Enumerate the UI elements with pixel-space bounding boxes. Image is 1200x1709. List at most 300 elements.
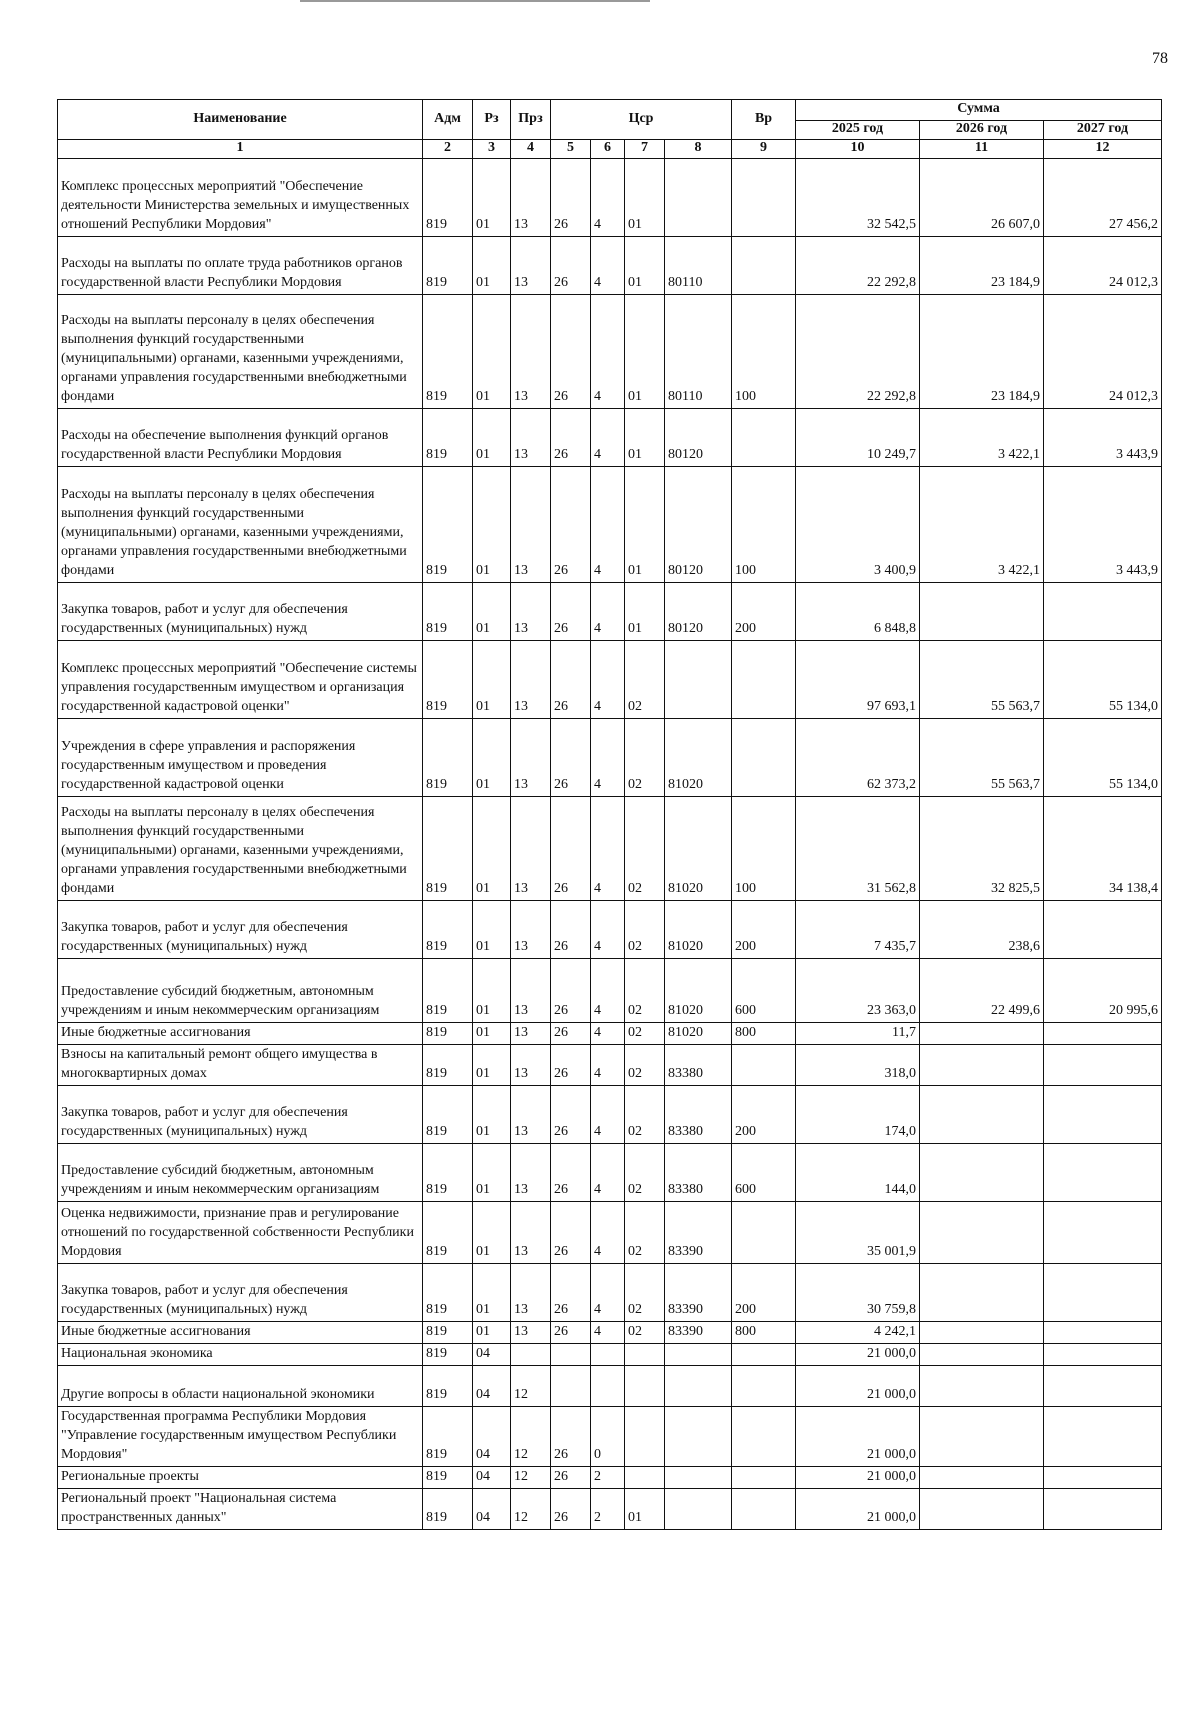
cell-sum-2027: 55 134,0 bbox=[1044, 719, 1162, 797]
cell-csr-6: 4 bbox=[591, 1144, 625, 1202]
cell-adm: 819 bbox=[423, 1086, 473, 1144]
cell-sum-2026: 55 563,7 bbox=[920, 719, 1044, 797]
cell-csr-7: 01 bbox=[625, 1489, 665, 1530]
cell-sum-2027 bbox=[1044, 1322, 1162, 1344]
cell-csr-5: 26 bbox=[551, 1467, 591, 1489]
cell-prz: 12 bbox=[511, 1489, 551, 1530]
row-name: Национальная экономика bbox=[58, 1344, 423, 1366]
cell-sum-2025: 35 001,9 bbox=[796, 1202, 920, 1264]
col-header-vr: Вр bbox=[732, 100, 796, 140]
cell-prz: 13 bbox=[511, 1023, 551, 1045]
cell-rz: 01 bbox=[473, 719, 511, 797]
cell-prz: 13 bbox=[511, 295, 551, 409]
cell-csr-6: 4 bbox=[591, 959, 625, 1023]
budget-table bbox=[57, 99, 1162, 1530]
table-row bbox=[58, 901, 1162, 959]
cell-vr bbox=[732, 1366, 796, 1407]
cell-csr-8: 81020 bbox=[665, 719, 732, 797]
cell-prz bbox=[511, 1344, 551, 1366]
row-name: Расходы на обеспечение выполнения функций органов государственной власти Республики Мордовия bbox=[58, 409, 423, 467]
cell-sum-2025: 97 693,1 bbox=[796, 641, 920, 719]
cell-csr-8: 81020 bbox=[665, 797, 732, 901]
cell-csr-7: 02 bbox=[625, 1202, 665, 1264]
cell-csr-7: 02 bbox=[625, 1045, 665, 1086]
row-name: Закупка товаров, работ и услуг для обеспечения государственных (муниципальных) нужд bbox=[58, 901, 423, 959]
cell-vr bbox=[732, 1407, 796, 1467]
cell-vr bbox=[732, 1344, 796, 1366]
cell-sum-2025: 22 292,8 bbox=[796, 237, 920, 295]
cell-csr-8: 83390 bbox=[665, 1202, 732, 1264]
cell-csr-8: 80120 bbox=[665, 583, 732, 641]
row-name: Расходы на выплаты персоналу в целях обеспечения выполнения функций государственными (муниципальными) органами, казенными учреждениями, органами управления государственными внебюджетными фондами bbox=[58, 467, 423, 583]
cell-sum-2025: 10 249,7 bbox=[796, 409, 920, 467]
row-name: Закупка товаров, работ и услуг для обеспечения государственных (муниципальных) нужд bbox=[58, 1086, 423, 1144]
cell-vr: 200 bbox=[732, 901, 796, 959]
row-name: Комплекс процессных мероприятий "Обеспечение системы управления государственным имуществом и организация государственной кадастровой оценки" bbox=[58, 641, 423, 719]
cell-sum-2027 bbox=[1044, 1045, 1162, 1086]
cell-vr: 600 bbox=[732, 959, 796, 1023]
cell-sum-2026: 55 563,7 bbox=[920, 641, 1044, 719]
cell-sum-2025: 23 363,0 bbox=[796, 959, 920, 1023]
cell-csr-8: 83380 bbox=[665, 1045, 732, 1086]
cell-sum-2026 bbox=[920, 1023, 1044, 1045]
table-row bbox=[58, 1045, 1162, 1086]
table-row bbox=[58, 1366, 1162, 1407]
cell-csr-5: 26 bbox=[551, 1202, 591, 1264]
cell-adm: 819 bbox=[423, 1202, 473, 1264]
cell-csr-7 bbox=[625, 1467, 665, 1489]
cell-prz: 13 bbox=[511, 1086, 551, 1144]
cell-rz: 04 bbox=[473, 1467, 511, 1489]
table-row bbox=[58, 797, 1162, 901]
cell-vr bbox=[732, 237, 796, 295]
cell-adm: 819 bbox=[423, 295, 473, 409]
cell-rz: 01 bbox=[473, 159, 511, 237]
row-name: Расходы на выплаты персоналу в целях обеспечения выполнения функций государственными (муниципальными) органами, казенными учреждениями, органами управления государственными внебюджетными фондами bbox=[58, 797, 423, 901]
cell-csr-5: 26 bbox=[551, 295, 591, 409]
cell-sum-2026: 23 184,9 bbox=[920, 295, 1044, 409]
cell-rz: 01 bbox=[473, 959, 511, 1023]
cell-prz: 13 bbox=[511, 901, 551, 959]
table-row bbox=[58, 237, 1162, 295]
cell-rz: 01 bbox=[473, 1045, 511, 1086]
cell-sum-2025: 21 000,0 bbox=[796, 1407, 920, 1467]
cell-sum-2025: 21 000,0 bbox=[796, 1467, 920, 1489]
cell-vr: 800 bbox=[732, 1322, 796, 1344]
cell-sum-2026: 3 422,1 bbox=[920, 467, 1044, 583]
cell-rz: 04 bbox=[473, 1407, 511, 1467]
cell-prz: 12 bbox=[511, 1467, 551, 1489]
cell-csr-5: 26 bbox=[551, 237, 591, 295]
cell-csr-6: 4 bbox=[591, 409, 625, 467]
cell-adm: 819 bbox=[423, 641, 473, 719]
cell-vr: 100 bbox=[732, 295, 796, 409]
cell-csr-5: 26 bbox=[551, 641, 591, 719]
cell-csr-8: 80120 bbox=[665, 409, 732, 467]
cell-vr: 600 bbox=[732, 1144, 796, 1202]
row-name: Взносы на капитальный ремонт общего имущества в многоквартирных домах bbox=[58, 1045, 423, 1086]
cell-vr bbox=[732, 1467, 796, 1489]
cell-rz: 01 bbox=[473, 295, 511, 409]
cell-csr-5: 26 bbox=[551, 901, 591, 959]
cell-csr-5: 26 bbox=[551, 409, 591, 467]
cell-csr-8 bbox=[665, 159, 732, 237]
cell-prz: 13 bbox=[511, 467, 551, 583]
cell-adm: 819 bbox=[423, 959, 473, 1023]
cell-sum-2027 bbox=[1044, 1086, 1162, 1144]
cell-csr-6: 4 bbox=[591, 719, 625, 797]
cell-sum-2027: 20 995,6 bbox=[1044, 959, 1162, 1023]
cell-sum-2026 bbox=[920, 1366, 1044, 1407]
cell-sum-2026: 23 184,9 bbox=[920, 237, 1044, 295]
table-row bbox=[58, 1144, 1162, 1202]
cell-prz: 13 bbox=[511, 797, 551, 901]
cell-adm: 819 bbox=[423, 901, 473, 959]
header-row-1 bbox=[58, 100, 1162, 121]
cell-csr-5: 26 bbox=[551, 1045, 591, 1086]
cell-sum-2025: 11,7 bbox=[796, 1023, 920, 1045]
cell-adm: 819 bbox=[423, 409, 473, 467]
cell-vr bbox=[732, 1202, 796, 1264]
cell-vr bbox=[732, 641, 796, 719]
cell-prz: 13 bbox=[511, 1264, 551, 1322]
cell-adm: 819 bbox=[423, 1467, 473, 1489]
cell-csr-8 bbox=[665, 1366, 732, 1407]
cell-adm: 819 bbox=[423, 1489, 473, 1530]
cell-csr-8 bbox=[665, 1407, 732, 1467]
cell-csr-6: 4 bbox=[591, 1202, 625, 1264]
cell-csr-6 bbox=[591, 1344, 625, 1366]
cell-csr-5 bbox=[551, 1344, 591, 1366]
cell-sum-2025: 144,0 bbox=[796, 1144, 920, 1202]
col-header-year-1: 2025 год bbox=[796, 121, 920, 140]
cell-csr-7: 02 bbox=[625, 1086, 665, 1144]
cell-sum-2026 bbox=[920, 1344, 1044, 1366]
cell-sum-2025: 21 000,0 bbox=[796, 1366, 920, 1407]
cell-csr-6: 4 bbox=[591, 467, 625, 583]
cell-vr bbox=[732, 1045, 796, 1086]
cell-rz: 01 bbox=[473, 901, 511, 959]
cell-adm: 819 bbox=[423, 159, 473, 237]
cell-sum-2027: 3 443,9 bbox=[1044, 467, 1162, 583]
row-name: Предоставление субсидий бюджетным, автономным учреждениям и иным некоммерческим организациям bbox=[58, 959, 423, 1023]
cell-csr-7: 01 bbox=[625, 409, 665, 467]
cell-csr-7: 01 bbox=[625, 583, 665, 641]
cell-rz: 01 bbox=[473, 237, 511, 295]
cell-adm: 819 bbox=[423, 1144, 473, 1202]
cell-sum-2026: 238,6 bbox=[920, 901, 1044, 959]
cell-sum-2027 bbox=[1044, 1202, 1162, 1264]
cell-adm: 819 bbox=[423, 719, 473, 797]
cell-sum-2027: 24 012,3 bbox=[1044, 237, 1162, 295]
cell-sum-2025: 6 848,8 bbox=[796, 583, 920, 641]
cell-csr-6: 4 bbox=[591, 159, 625, 237]
cell-csr-7: 01 bbox=[625, 295, 665, 409]
cell-csr-7: 02 bbox=[625, 1023, 665, 1045]
cell-rz: 04 bbox=[473, 1489, 511, 1530]
cell-csr-5: 26 bbox=[551, 959, 591, 1023]
cell-vr bbox=[732, 159, 796, 237]
col-number: 6 bbox=[591, 140, 625, 159]
cell-adm: 819 bbox=[423, 1045, 473, 1086]
cell-vr bbox=[732, 1489, 796, 1530]
cell-csr-7 bbox=[625, 1344, 665, 1366]
cell-csr-7: 02 bbox=[625, 1322, 665, 1344]
cell-vr: 200 bbox=[732, 1264, 796, 1322]
cell-rz: 01 bbox=[473, 641, 511, 719]
cell-sum-2027: 3 443,9 bbox=[1044, 409, 1162, 467]
cell-sum-2027 bbox=[1044, 1344, 1162, 1366]
cell-csr-5: 26 bbox=[551, 1264, 591, 1322]
cell-sum-2026: 26 607,0 bbox=[920, 159, 1044, 237]
table-row bbox=[58, 159, 1162, 237]
cell-vr bbox=[732, 719, 796, 797]
cell-csr-7: 02 bbox=[625, 797, 665, 901]
cell-prz: 13 bbox=[511, 237, 551, 295]
cell-csr-7: 02 bbox=[625, 641, 665, 719]
cell-rz: 01 bbox=[473, 1264, 511, 1322]
col-header-rz: Рз bbox=[473, 100, 511, 140]
col-number: 8 bbox=[665, 140, 732, 159]
col-header-year-3: 2027 год bbox=[1044, 121, 1162, 140]
cell-csr-8: 81020 bbox=[665, 901, 732, 959]
cell-csr-6: 2 bbox=[591, 1489, 625, 1530]
cell-csr-6: 4 bbox=[591, 1045, 625, 1086]
cell-csr-7: 01 bbox=[625, 467, 665, 583]
cell-adm: 819 bbox=[423, 797, 473, 901]
table-row bbox=[58, 1407, 1162, 1467]
cell-csr-6: 4 bbox=[591, 641, 625, 719]
table-row bbox=[58, 1322, 1162, 1344]
cell-csr-5: 26 bbox=[551, 467, 591, 583]
cell-csr-6: 2 bbox=[591, 1467, 625, 1489]
header-col-numbers bbox=[58, 140, 1162, 159]
cell-csr-6: 0 bbox=[591, 1407, 625, 1467]
row-name: Учреждения в сфере управления и распоряжения государственным имуществом и проведения государственной кадастровой оценки bbox=[58, 719, 423, 797]
cell-csr-5: 26 bbox=[551, 797, 591, 901]
cell-csr-5: 26 bbox=[551, 1407, 591, 1467]
col-header-csr: Цср bbox=[551, 100, 732, 140]
col-header-prz: Прз bbox=[511, 100, 551, 140]
cell-csr-6 bbox=[591, 1366, 625, 1407]
cell-sum-2027: 55 134,0 bbox=[1044, 641, 1162, 719]
cell-csr-5: 26 bbox=[551, 1322, 591, 1344]
cell-prz: 12 bbox=[511, 1366, 551, 1407]
cell-csr-5 bbox=[551, 1366, 591, 1407]
cell-prz: 13 bbox=[511, 959, 551, 1023]
cell-vr: 200 bbox=[732, 583, 796, 641]
cell-sum-2025: 3 400,9 bbox=[796, 467, 920, 583]
cell-prz: 13 bbox=[511, 641, 551, 719]
cell-csr-7: 02 bbox=[625, 719, 665, 797]
table-row bbox=[58, 1086, 1162, 1144]
col-number: 12 bbox=[1044, 140, 1162, 159]
cell-csr-7: 02 bbox=[625, 1264, 665, 1322]
cell-csr-8: 80110 bbox=[665, 237, 732, 295]
table-row bbox=[58, 1344, 1162, 1366]
table-row bbox=[58, 1489, 1162, 1530]
cell-rz: 01 bbox=[473, 1144, 511, 1202]
cell-sum-2026 bbox=[920, 583, 1044, 641]
cell-csr-8 bbox=[665, 1467, 732, 1489]
cell-csr-6: 4 bbox=[591, 901, 625, 959]
row-name: Оценка недвижимости, признание прав и регулирование отношений по государственной собственности Республики Мордовия bbox=[58, 1202, 423, 1264]
page-number: 78 bbox=[1152, 50, 1168, 67]
table-row bbox=[58, 1467, 1162, 1489]
cell-sum-2026: 22 499,6 bbox=[920, 959, 1044, 1023]
cell-csr-8 bbox=[665, 1344, 732, 1366]
cell-sum-2027 bbox=[1044, 1467, 1162, 1489]
table-row bbox=[58, 467, 1162, 583]
cell-vr: 200 bbox=[732, 1086, 796, 1144]
row-name: Расходы на выплаты персоналу в целях обеспечения выполнения функций государственными (муниципальными) органами, казенными учреждениями, органами управления государственными внебюджетными фондами bbox=[58, 295, 423, 409]
cell-csr-8 bbox=[665, 1489, 732, 1530]
cell-sum-2026 bbox=[920, 1086, 1044, 1144]
cell-sum-2026 bbox=[920, 1467, 1044, 1489]
cell-adm: 819 bbox=[423, 1264, 473, 1322]
cell-csr-6: 4 bbox=[591, 797, 625, 901]
cell-adm: 819 bbox=[423, 1366, 473, 1407]
row-name: Предоставление субсидий бюджетным, автономным учреждениям и иным некоммерческим организациям bbox=[58, 1144, 423, 1202]
cell-prz: 13 bbox=[511, 719, 551, 797]
cell-csr-8: 83380 bbox=[665, 1144, 732, 1202]
cell-csr-5: 26 bbox=[551, 1086, 591, 1144]
cell-csr-6: 4 bbox=[591, 1086, 625, 1144]
cell-sum-2027 bbox=[1044, 583, 1162, 641]
cell-prz: 13 bbox=[511, 409, 551, 467]
cell-sum-2027: 24 012,3 bbox=[1044, 295, 1162, 409]
row-name: Комплекс процессных мероприятий "Обеспечение деятельности Министерства земельных и имущественных отношений Республики Мордовия" bbox=[58, 159, 423, 237]
cell-adm: 819 bbox=[423, 1407, 473, 1467]
cell-sum-2026 bbox=[920, 1407, 1044, 1467]
col-number: 7 bbox=[625, 140, 665, 159]
cell-sum-2025: 21 000,0 bbox=[796, 1489, 920, 1530]
cell-csr-7 bbox=[625, 1407, 665, 1467]
cell-sum-2025: 174,0 bbox=[796, 1086, 920, 1144]
col-header-name: Наименование bbox=[58, 100, 423, 140]
cell-prz: 13 bbox=[511, 1045, 551, 1086]
cell-sum-2025: 31 562,8 bbox=[796, 797, 920, 901]
cell-rz: 01 bbox=[473, 797, 511, 901]
cell-adm: 819 bbox=[423, 467, 473, 583]
cell-csr-8 bbox=[665, 641, 732, 719]
col-header-adm: Адм bbox=[423, 100, 473, 140]
col-number: 3 bbox=[473, 140, 511, 159]
cell-rz: 01 bbox=[473, 409, 511, 467]
cell-adm: 819 bbox=[423, 1023, 473, 1045]
cell-vr: 800 bbox=[732, 1023, 796, 1045]
cell-sum-2026 bbox=[920, 1045, 1044, 1086]
cell-csr-8: 80120 bbox=[665, 467, 732, 583]
col-header-year-2: 2026 год bbox=[920, 121, 1044, 140]
row-name: Региональные проекты bbox=[58, 1467, 423, 1489]
cell-sum-2027 bbox=[1044, 1023, 1162, 1045]
cell-prz: 13 bbox=[511, 1144, 551, 1202]
cell-adm: 819 bbox=[423, 1344, 473, 1366]
cell-csr-6: 4 bbox=[591, 1023, 625, 1045]
cell-rz: 04 bbox=[473, 1344, 511, 1366]
cell-csr-8: 83390 bbox=[665, 1322, 732, 1344]
cell-csr-7: 02 bbox=[625, 901, 665, 959]
row-name: Закупка товаров, работ и услуг для обеспечения государственных (муниципальных) нужд bbox=[58, 583, 423, 641]
col-number: 4 bbox=[511, 140, 551, 159]
cell-sum-2027 bbox=[1044, 1366, 1162, 1407]
cell-csr-7: 01 bbox=[625, 159, 665, 237]
cell-csr-8: 81020 bbox=[665, 1023, 732, 1045]
cell-sum-2026: 3 422,1 bbox=[920, 409, 1044, 467]
cell-csr-6: 4 bbox=[591, 295, 625, 409]
cell-sum-2026 bbox=[920, 1202, 1044, 1264]
table-row bbox=[58, 641, 1162, 719]
row-name: Региональный проект "Национальная система пространственных данных" bbox=[58, 1489, 423, 1530]
cell-sum-2025: 4 242,1 bbox=[796, 1322, 920, 1344]
col-number: 9 bbox=[732, 140, 796, 159]
cell-adm: 819 bbox=[423, 583, 473, 641]
cell-sum-2027 bbox=[1044, 901, 1162, 959]
cell-sum-2025: 318,0 bbox=[796, 1045, 920, 1086]
col-number: 2 bbox=[423, 140, 473, 159]
cell-rz: 04 bbox=[473, 1366, 511, 1407]
cell-rz: 01 bbox=[473, 1202, 511, 1264]
cell-prz: 13 bbox=[511, 1322, 551, 1344]
cell-rz: 01 bbox=[473, 583, 511, 641]
cell-sum-2027 bbox=[1044, 1144, 1162, 1202]
cell-vr bbox=[732, 409, 796, 467]
cell-sum-2025: 21 000,0 bbox=[796, 1344, 920, 1366]
table-row bbox=[58, 1202, 1162, 1264]
cell-sum-2025: 32 542,5 bbox=[796, 159, 920, 237]
cell-sum-2026 bbox=[920, 1264, 1044, 1322]
cell-rz: 01 bbox=[473, 1322, 511, 1344]
table-row bbox=[58, 1264, 1162, 1322]
cell-csr-8: 83390 bbox=[665, 1264, 732, 1322]
row-name: Государственная программа Республики Мордовия "Управление государственным имуществом Республики Мордовия" bbox=[58, 1407, 423, 1467]
cell-sum-2025: 62 373,2 bbox=[796, 719, 920, 797]
cell-csr-5: 26 bbox=[551, 719, 591, 797]
cell-rz: 01 bbox=[473, 1023, 511, 1045]
cell-sum-2027 bbox=[1044, 1407, 1162, 1467]
cell-sum-2027: 34 138,4 bbox=[1044, 797, 1162, 901]
cell-csr-5: 26 bbox=[551, 1023, 591, 1045]
cell-csr-7 bbox=[625, 1366, 665, 1407]
cell-sum-2025: 7 435,7 bbox=[796, 901, 920, 959]
cell-csr-7: 02 bbox=[625, 1144, 665, 1202]
cell-csr-7: 02 bbox=[625, 959, 665, 1023]
cell-csr-6: 4 bbox=[591, 583, 625, 641]
row-name: Иные бюджетные ассигнования bbox=[58, 1322, 423, 1344]
cell-csr-5: 26 bbox=[551, 1489, 591, 1530]
cell-csr-5: 26 bbox=[551, 159, 591, 237]
cell-rz: 01 bbox=[473, 467, 511, 583]
table-row bbox=[58, 409, 1162, 467]
cell-prz: 13 bbox=[511, 159, 551, 237]
table-row bbox=[58, 583, 1162, 641]
cell-sum-2027 bbox=[1044, 1489, 1162, 1530]
cell-sum-2025: 30 759,8 bbox=[796, 1264, 920, 1322]
cell-sum-2025: 22 292,8 bbox=[796, 295, 920, 409]
cell-sum-2026 bbox=[920, 1489, 1044, 1530]
table-row bbox=[58, 1023, 1162, 1045]
row-name: Закупка товаров, работ и услуг для обеспечения государственных (муниципальных) нужд bbox=[58, 1264, 423, 1322]
cell-csr-6: 4 bbox=[591, 237, 625, 295]
cell-prz: 12 bbox=[511, 1407, 551, 1467]
cell-csr-6: 4 bbox=[591, 1322, 625, 1344]
cell-csr-8: 83380 bbox=[665, 1086, 732, 1144]
row-name: Другие вопросы в области национальной экономики bbox=[58, 1366, 423, 1407]
cell-vr: 100 bbox=[732, 797, 796, 901]
cell-csr-7: 01 bbox=[625, 237, 665, 295]
cell-sum-2027: 27 456,2 bbox=[1044, 159, 1162, 237]
